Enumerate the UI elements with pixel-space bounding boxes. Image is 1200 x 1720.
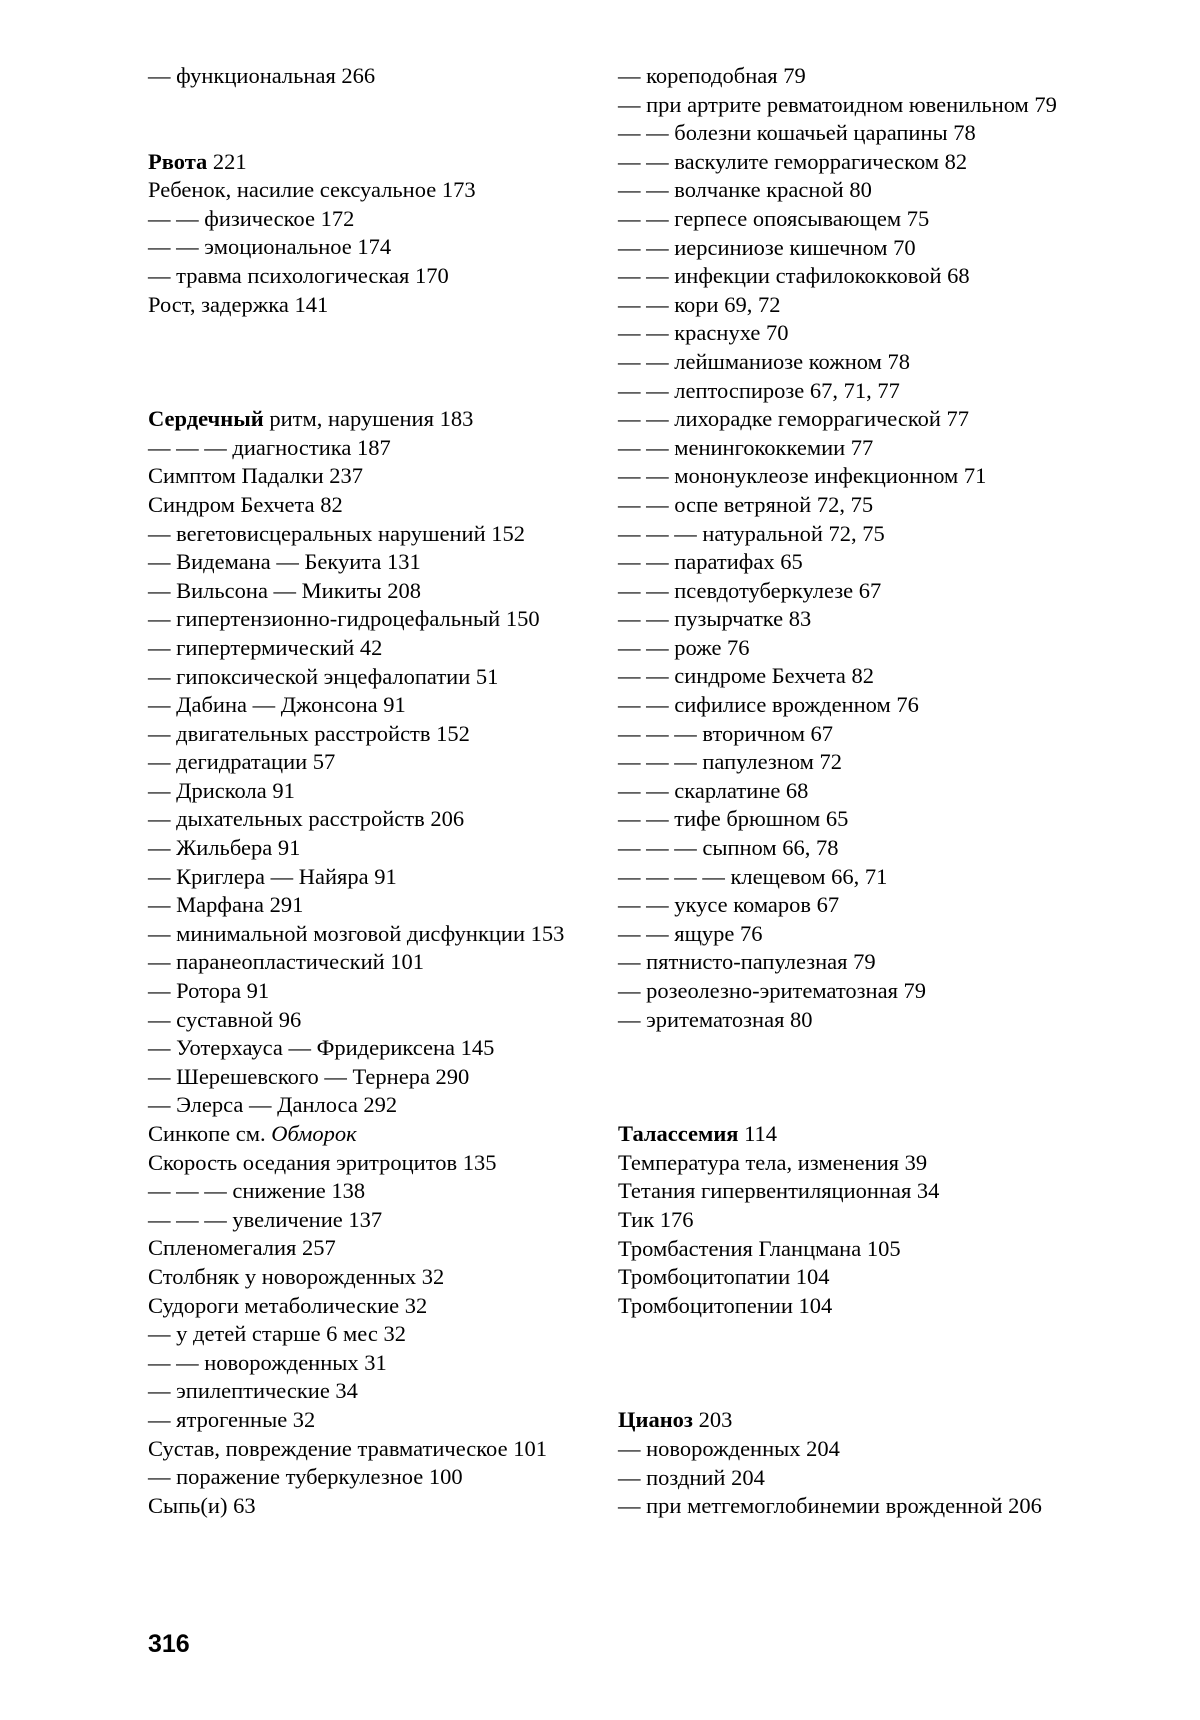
- index-entry: [618, 434, 1068, 463]
- index-entry-text: Сустав, повреждение травматическое 101: [148, 1435, 547, 1461]
- index-entry-text: — Уотерхауса — Фридериксена 145: [148, 1035, 495, 1061]
- index-entry-text: — Жильбера 91: [148, 835, 301, 861]
- index-entry-text: — паранеопластический 101: [148, 949, 425, 975]
- index-entry-text: — — тифе брюшном 65: [618, 806, 849, 832]
- index-entry-text: — — — вторичном 67: [618, 720, 834, 746]
- index-entry-text: — — оспе ветряной 72, 75: [618, 491, 874, 517]
- index-entry: [618, 1406, 1068, 1435]
- index-column-right: [618, 62, 1068, 1521]
- section-gap: [618, 1320, 1068, 1406]
- index-entry-text: Синдром Бехчета 82: [148, 491, 343, 517]
- index-entry: [618, 405, 1068, 434]
- index-entry: [618, 62, 1068, 91]
- index-entry: [148, 1263, 588, 1292]
- index-entry-text: — — сифилисе врожденном 76: [618, 692, 919, 718]
- index-entry-text: Скорость оседания эритроцитов 135: [148, 1149, 497, 1175]
- index-entry-text: Рост, задержка 141: [148, 291, 329, 317]
- index-entry: [618, 1292, 1068, 1321]
- index-entry-text: — — менингококкемии 77: [618, 434, 874, 460]
- index-entry: [618, 291, 1068, 320]
- index-entry-text: — травма психологическая 170: [148, 262, 449, 288]
- index-entry-text: — Шерешевского — Тернера 290: [148, 1063, 470, 1089]
- section-gap: [148, 91, 588, 148]
- index-letter-heading: Цианоз: [618, 1407, 693, 1433]
- index-entry-text: — двигательных расстройств 152: [148, 720, 470, 746]
- index-entry: [618, 262, 1068, 291]
- index-entry-text: — гипоксической энцефалопатии 51: [148, 663, 499, 689]
- index-entry-text: — Видемана — Бекуита 131: [148, 549, 421, 575]
- index-entry-text: — — инфекции стафилококковой 68: [618, 263, 970, 289]
- index-entry: [148, 1492, 588, 1521]
- index-entry-text: — — пузырчатке 83: [618, 606, 812, 632]
- index-entry: [148, 805, 588, 834]
- index-entry: [618, 1435, 1068, 1464]
- index-entry: [148, 948, 588, 977]
- index-entry-text: — дыхательных расстройств 206: [148, 806, 465, 832]
- index-entry: [618, 834, 1068, 863]
- index-entry: [148, 1091, 588, 1120]
- index-entry: [618, 377, 1068, 406]
- index-entry: [148, 462, 588, 491]
- index-entry: [618, 891, 1068, 920]
- index-entry: [618, 91, 1068, 120]
- index-entry-text: — Вильсона — Микиты 208: [148, 577, 422, 603]
- index-entry: [148, 777, 588, 806]
- index-entry-text: 221: [207, 148, 247, 174]
- index-entry-text: — — — увеличение 137: [148, 1206, 383, 1232]
- index-entry: [618, 1206, 1068, 1235]
- index-entry-text: Синкопе см.: [148, 1121, 272, 1146]
- index-entry: [148, 1063, 588, 1092]
- index-entry: [618, 1492, 1068, 1521]
- index-entry: [618, 1464, 1068, 1493]
- index-entry-text: — суставной 96: [148, 1006, 302, 1032]
- index-entry: [148, 405, 588, 434]
- index-entry: [148, 548, 588, 577]
- index-entry-text: — при метгемоглобинемии врожденной 206: [618, 1493, 1042, 1519]
- index-entry-text: — — — диагностика 187: [148, 434, 391, 460]
- index-entry-text: Сыпь(и) 63: [148, 1492, 256, 1518]
- index-entry-text: — — кори 69, 72: [618, 291, 781, 317]
- index-entry: [618, 119, 1068, 148]
- index-entry-text: — — синдроме Бехчета 82: [618, 663, 874, 689]
- index-entry: [618, 577, 1068, 606]
- index-entry: [618, 548, 1068, 577]
- index-entry: [148, 920, 588, 949]
- index-entry-text: — — лейшманиозе кожном 78: [618, 348, 910, 374]
- index-entry: [618, 462, 1068, 491]
- index-entry: [148, 577, 588, 606]
- index-entry-text: — — лептоспирозе 67, 71, 77: [618, 377, 900, 403]
- index-entry-text: Тромбастения Гланцмана 105: [618, 1235, 901, 1261]
- index-letter-heading: Талассемия: [618, 1121, 739, 1147]
- index-entry: [148, 891, 588, 920]
- page-number: 316: [148, 1630, 190, 1658]
- index-entry: [618, 520, 1068, 549]
- index-entry: [618, 805, 1068, 834]
- index-entry: [148, 176, 588, 205]
- index-entry: [148, 863, 588, 892]
- index-entry: [148, 1349, 588, 1378]
- index-entry: [148, 1177, 588, 1206]
- index-entry: [618, 977, 1068, 1006]
- index-entry-text: — гипертермический 42: [148, 634, 383, 660]
- index-entry-text: 203: [692, 1407, 733, 1433]
- index-entry-text: — эпилептические 34: [148, 1378, 358, 1404]
- index-entry-text: — — укусе комаров 67: [618, 892, 840, 918]
- section-gap: [618, 1034, 1068, 1120]
- index-entry: [148, 434, 588, 463]
- index-entry-text: Температура тела, изменения 39: [618, 1149, 928, 1175]
- index-entry: [148, 62, 588, 91]
- index-entry: [148, 291, 588, 320]
- index-entry-text: Судороги метаболические 32: [148, 1292, 428, 1318]
- index-entry-text: — пятнисто-папулезная 79: [618, 949, 876, 975]
- index-entry: [618, 920, 1068, 949]
- index-entry-text: — — волчанке красной 80: [618, 177, 872, 203]
- index-entry-text: — функциональная 266: [148, 63, 376, 88]
- index-entry-text: — — новорожденных 31: [148, 1349, 387, 1375]
- index-entry: [148, 1234, 588, 1263]
- index-entry: [148, 1292, 588, 1321]
- index-entry-text: — — скарлатине 68: [618, 777, 809, 803]
- index-entry-text: — — эмоциональное 174: [148, 234, 392, 260]
- index-entry-text: Столбняк у новорожденных 32: [148, 1263, 445, 1289]
- index-entry: [148, 1034, 588, 1063]
- index-entry: [618, 948, 1068, 977]
- index-column-left: [148, 62, 588, 1520]
- index-entry: [148, 977, 588, 1006]
- index-letter-heading: Сердечный: [148, 406, 264, 432]
- index-entry-text: Спленомегалия 257: [148, 1235, 336, 1261]
- index-entry: [148, 1435, 588, 1464]
- index-entry: [618, 1120, 1068, 1149]
- index-entry-text: — — физическое 172: [148, 205, 355, 231]
- index-entry-text: — дегидратации 57: [148, 749, 336, 775]
- index-entry-text: Симптом Падалки 237: [148, 463, 363, 489]
- index-entry-text: Тромбоцитопатии 104: [618, 1264, 830, 1290]
- index-entry: [148, 605, 588, 634]
- index-entry: [148, 520, 588, 549]
- index-entry: [618, 720, 1068, 749]
- index-entry-text: — Марфана 291: [148, 892, 304, 918]
- index-entry: [618, 234, 1068, 263]
- index-entry-text: — новорожденных 204: [618, 1435, 840, 1461]
- index-entry: [618, 777, 1068, 806]
- index-entry: [618, 148, 1068, 177]
- index-entry: [148, 1406, 588, 1435]
- index-entry-text: Тромбоцитопении 104: [618, 1292, 833, 1318]
- index-entry-text: — минимальной мозговой дисфункции 153: [148, 920, 565, 946]
- index-entry-text: — — краснухе 70: [618, 320, 789, 346]
- index-entry-text: — — мононуклеозе инфекционном 71: [618, 463, 987, 489]
- index-entry: [148, 663, 588, 692]
- index-entry-text: 114: [738, 1121, 778, 1147]
- index-entry: [618, 348, 1068, 377]
- index-entry-text: — гипертензионно-гидроцефальный 150: [148, 606, 540, 632]
- index-entry-text: — — — натуральной 72, 75: [618, 520, 885, 546]
- index-entry: [618, 205, 1068, 234]
- index-entry: [148, 491, 588, 520]
- index-entry: [618, 1263, 1068, 1292]
- index-entry-text: — ятрогенные 32: [148, 1406, 316, 1432]
- index-entry-text: — — псевдотуберкулезе 67: [618, 577, 882, 603]
- index-entry: [618, 319, 1068, 348]
- index-entry: [148, 1463, 588, 1492]
- index-entry: [148, 148, 588, 177]
- index-entry: [148, 262, 588, 291]
- index-entry-text: — Ротора 91: [148, 978, 270, 1004]
- index-entry: [618, 691, 1068, 720]
- index-entry: [148, 834, 588, 863]
- index-entry-text: — — васкулите геморрагическом 82: [618, 148, 968, 174]
- index-entry-text: — Элерса — Данлоса 292: [148, 1092, 398, 1118]
- index-entry-text: — — иерсиниозе кишечном 70: [618, 234, 916, 260]
- index-entry: [148, 1377, 588, 1406]
- index-entry: [148, 720, 588, 749]
- cross-reference: Обморок: [271, 1121, 357, 1146]
- index-entry-text: — Криглера — Найяра 91: [148, 863, 397, 889]
- index-entry: [618, 1149, 1068, 1178]
- index-entry: [148, 1006, 588, 1035]
- index-entry: [148, 1120, 588, 1149]
- index-entry-text: — розеолезно-эритематозная 79: [618, 978, 927, 1003]
- index-entry: [618, 1006, 1068, 1035]
- index-entry: [618, 491, 1068, 520]
- index-entry-text: Тетания гипервентиляционная 34: [618, 1178, 940, 1204]
- index-entry: [148, 748, 588, 777]
- section-gap: [148, 319, 588, 405]
- index-entry-text: — — лихорадке геморрагической 77: [618, 406, 970, 432]
- index-entry-text: — — — папулезном 72: [618, 749, 843, 775]
- index-letter-heading: Рвота: [148, 148, 208, 174]
- index-entry: [618, 863, 1068, 892]
- index-entry: [148, 634, 588, 663]
- index-entry-text: — кореподобная 79: [618, 63, 806, 88]
- index-entry: [618, 605, 1068, 634]
- index-entry-text: — Дабина — Джонсона 91: [148, 692, 406, 718]
- index-entry-text: — — болезни кошачьей царапины 78: [618, 120, 976, 146]
- index-entry-text: — эритематозная 80: [618, 1006, 813, 1032]
- index-entry-text: — — — — клещевом 66, 71: [618, 863, 888, 889]
- index-entry: [148, 1320, 588, 1349]
- index-entry: [618, 662, 1068, 691]
- index-entry-text: — поздний 204: [618, 1464, 765, 1490]
- index-entry-text: — Дрискола 91: [148, 777, 295, 803]
- index-entry: [148, 691, 588, 720]
- index-entry: [618, 176, 1068, 205]
- index-entry-text: — — паратифах 65: [618, 549, 803, 575]
- index-entry-text: ритм, нарушения 183: [263, 406, 474, 432]
- index-entry-text: — вегетовисцеральных нарушений 152: [148, 520, 525, 546]
- index-entry: [618, 748, 1068, 777]
- index-entry-text: — поражение туберкулезное 100: [148, 1464, 463, 1490]
- index-entry: [148, 1149, 588, 1178]
- index-entry-text: — — герпесе опоясывающем 75: [618, 205, 930, 231]
- index-entry: [148, 233, 588, 262]
- index-entry-text: Тик 176: [618, 1206, 694, 1232]
- index-entry: [148, 1206, 588, 1235]
- index-entry-text: — — — снижение 138: [148, 1178, 366, 1204]
- index-entry: [148, 205, 588, 234]
- index-entry-text: — при артрите ревматоидном ювенильном 79: [618, 91, 1057, 117]
- index-entry-text: — у детей старше 6 мес 32: [148, 1321, 406, 1347]
- index-entry-text: — — ящуре 76: [618, 920, 763, 946]
- index-entry-text: — — роже 76: [618, 634, 750, 660]
- index-entry-text: — — — сыпном 66, 78: [618, 835, 839, 861]
- index-entry: [618, 1177, 1068, 1206]
- index-entry: [618, 1235, 1068, 1264]
- index-entry: [618, 634, 1068, 663]
- index-entry-text: Ребенок, насилие сексуальное 173: [148, 177, 476, 203]
